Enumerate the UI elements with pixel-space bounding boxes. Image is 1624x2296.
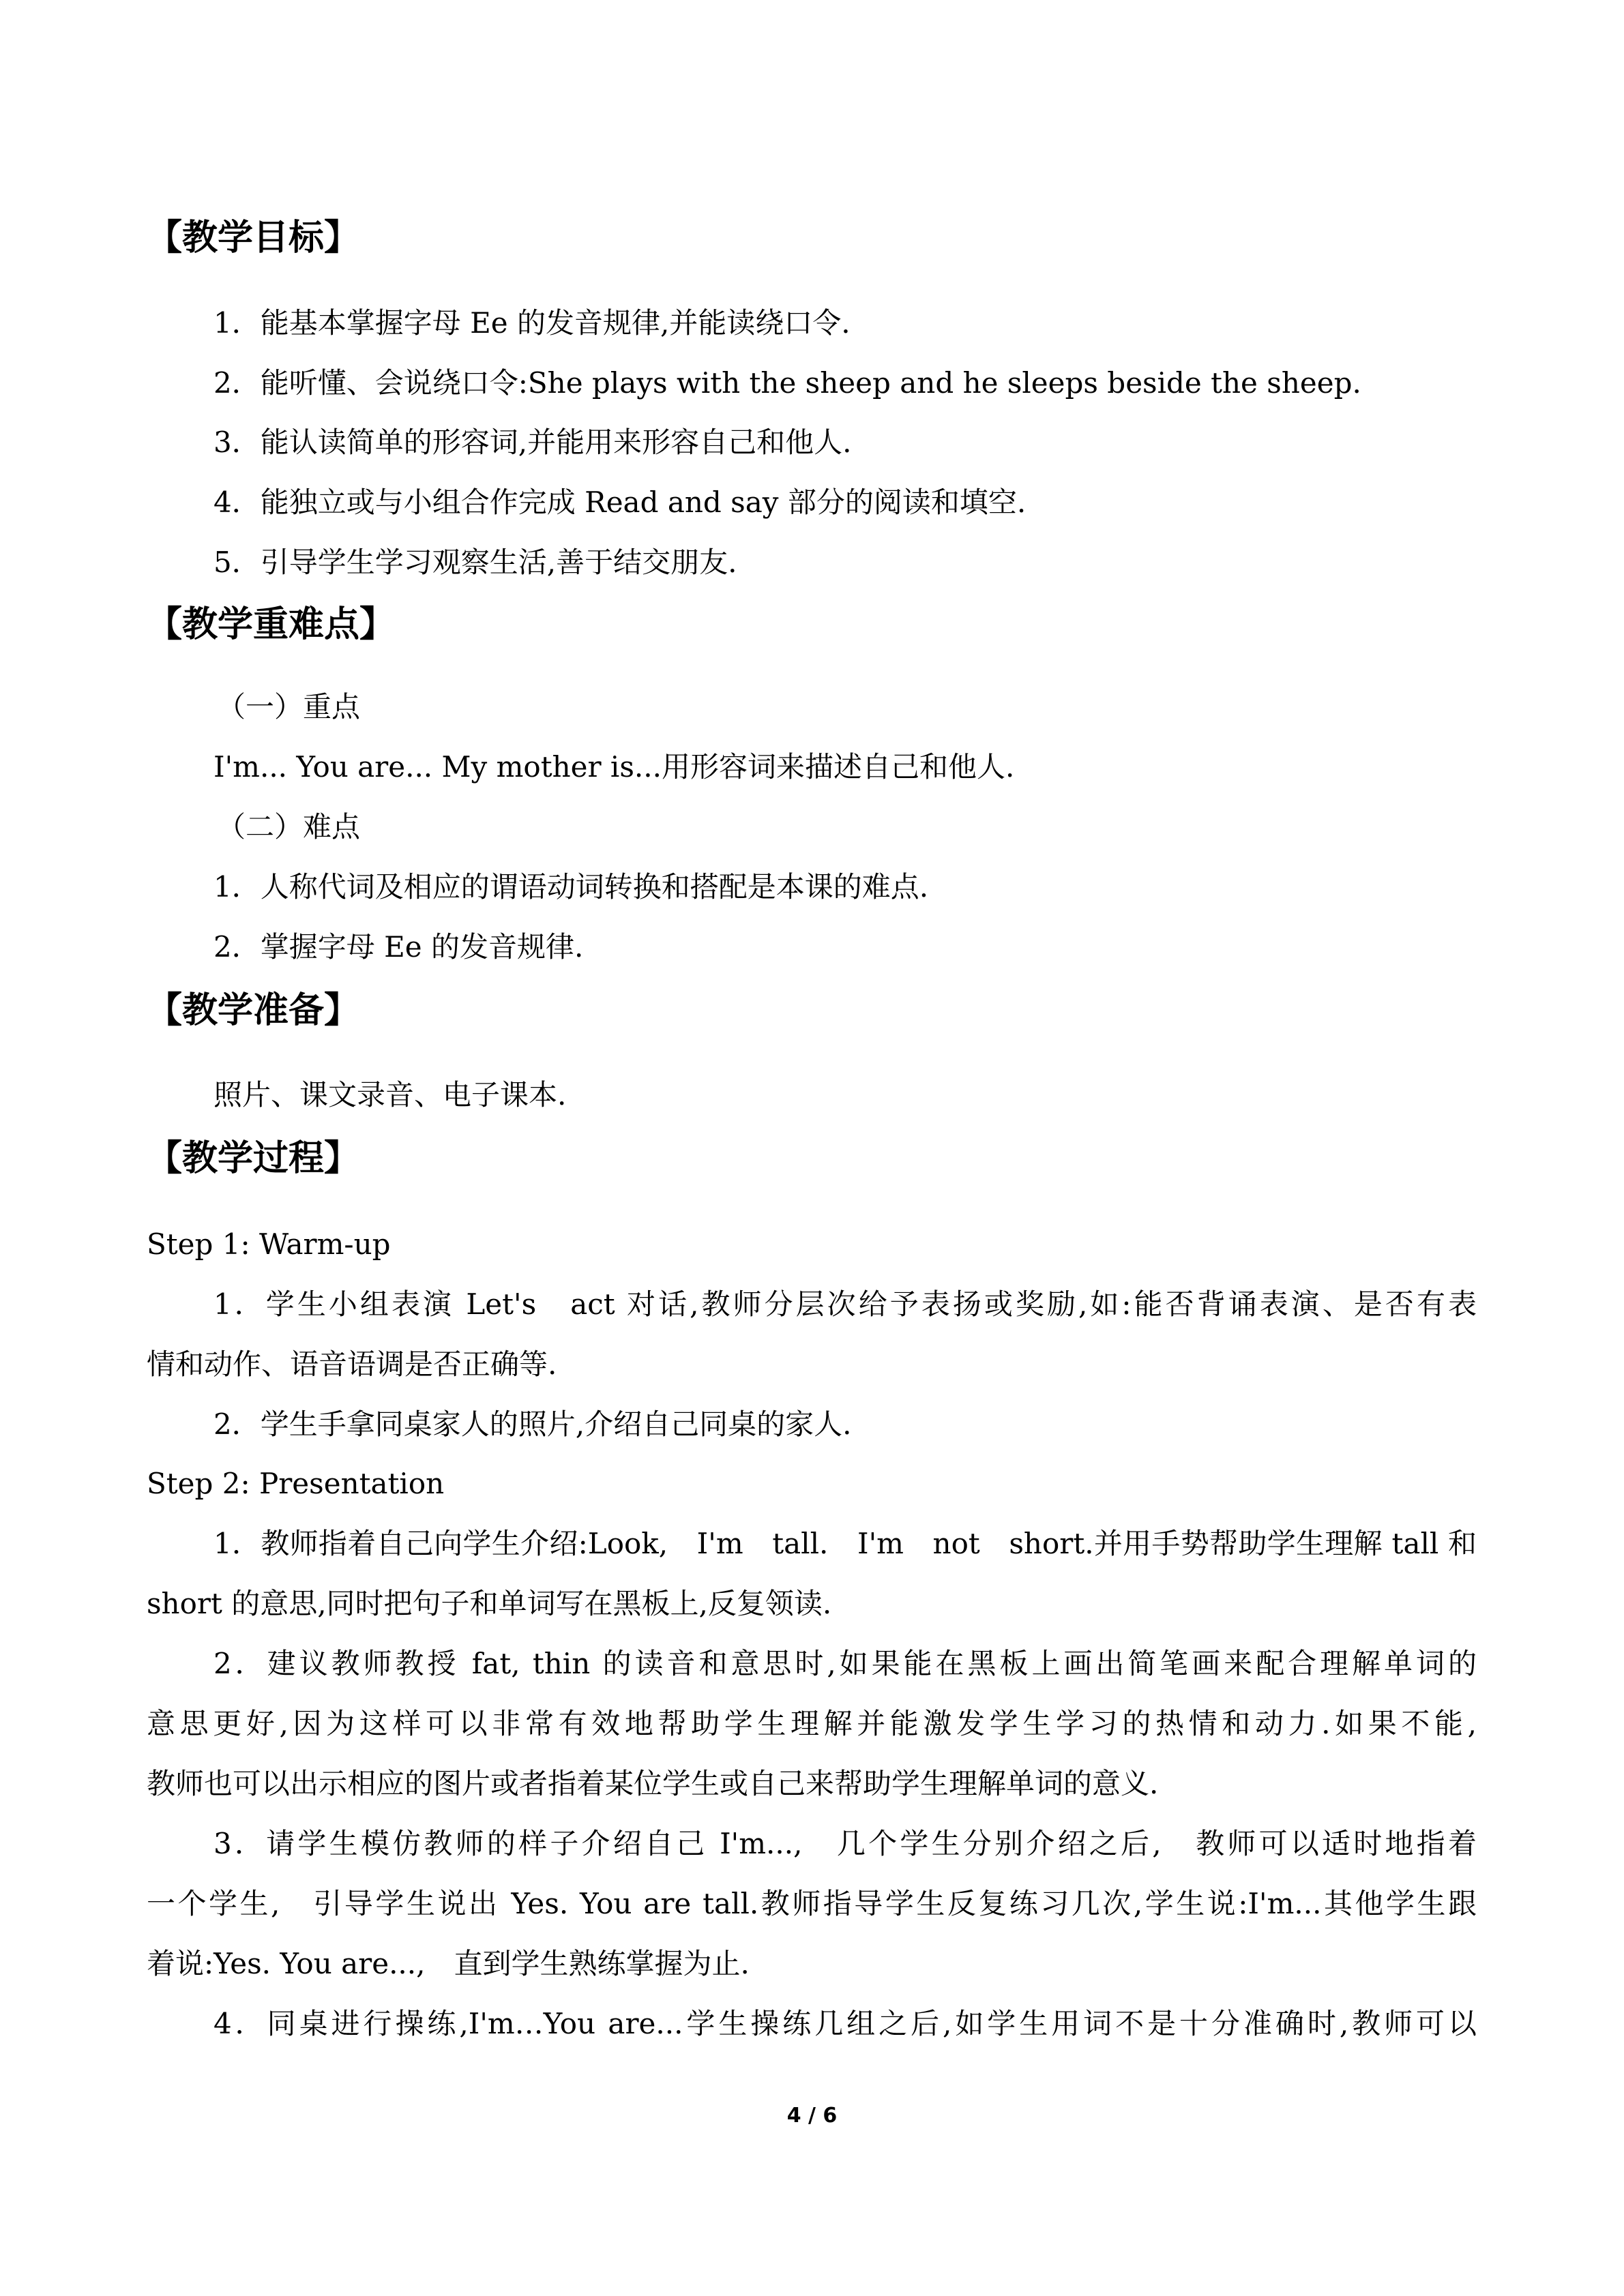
step2-item3-line2: 一个学生, 引导学生说出 Yes. You are tall.教师指导学生反复练习几次,学生说:I'm...其他学生跟 xyxy=(147,1887,1477,1920)
step2-item2-line1: 2．建议教师教授 fat, thin 的读音和意思时,如果能在黑板上画出简笔画来配合理解单词的 xyxy=(213,1647,1477,1680)
step2-title: Step 2: Presentation xyxy=(147,1467,445,1500)
step2-item3-line3: 着说:Yes. You are..., 直到学生熟练掌握为止. xyxy=(147,1947,750,1980)
step1-item2: 2．学生手拿同桌家人的照片,介绍自己同桌的家人. xyxy=(213,1407,852,1441)
objective-item-4: 4．能独立或与小组合作完成 Read and say 部分的阅读和填空. xyxy=(213,486,1027,519)
page-number: 4 / 6 xyxy=(786,2104,838,2128)
step1-item1-line2: 情和动作、语音语调是否正确等. xyxy=(147,1347,557,1381)
step2-item1-line2: short 的意思,同时把句子和单词写在黑板上,反复领读. xyxy=(147,1587,832,1620)
step2-item4-line1: 4．同桌进行操练,I'm…You are...学生操练几组之后,如学生用词不是十分准确时,教师可以 xyxy=(213,2007,1477,2040)
focus-text: I'm... You are... My mother is...用形容词来描述自己和他人. xyxy=(213,750,1015,784)
objective-item-5: 5．引导学生学习观察生活,善于结交朋友. xyxy=(213,546,737,579)
difficulty-label: （二）难点 xyxy=(217,810,361,844)
preparation-text: 照片、课文录音、电子课本. xyxy=(213,1078,567,1112)
step2-item2-line3: 教师也可以出示相应的图片或者指着某位学生或自己来帮助学生理解单词的意义. xyxy=(147,1767,1159,1800)
step1-title: Step 1: Warm-up xyxy=(147,1227,391,1261)
focus-label: （一）重点 xyxy=(217,690,361,724)
process-heading: 【教学过程】 xyxy=(147,1138,360,1179)
preparation-heading: 【教学准备】 xyxy=(147,990,360,1031)
difficulty-item-1: 1．人称代词及相应的谓语动词转换和搭配是本课的难点. xyxy=(213,870,929,904)
key-points-heading: 【教学重难点】 xyxy=(147,604,396,645)
objective-item-2: 2．能听懂、会说绕口令:She plays with the sheep and he sleeps beside the sheep. xyxy=(213,366,1361,400)
step1-item1-line1: 1．学生小组表演 Let's act 对话,教师分层次给予表扬或奖励,如:能否背诵表演、是否有表 xyxy=(213,1287,1477,1321)
objectives-heading: 【教学目标】 xyxy=(147,218,360,258)
step2-item2-line2: 意思更好,因为这样可以非常有效地帮助学生理解并能激发学生学习的热情和动力.如果不能, xyxy=(147,1707,1477,1740)
objective-item-1: 1．能基本掌握字母 Ee 的发音规律,并能读绕口令. xyxy=(213,306,851,340)
step2-item1-line1: 1．教师指着自己向学生介绍:Look, I'm tall. I'm not short.并用手势帮助学生理解 tall 和 xyxy=(213,1527,1477,1560)
objective-item-3: 3．能认读简单的形容词,并能用来形容自己和他人. xyxy=(213,426,852,459)
difficulty-item-2: 2．掌握字母 Ee 的发音规律. xyxy=(213,930,584,964)
step2-item3-line1: 3．请学生模仿教师的样子介绍自己 I'm..., 几个学生分别介绍之后, 教师可以适时地指着 xyxy=(213,1827,1477,1860)
